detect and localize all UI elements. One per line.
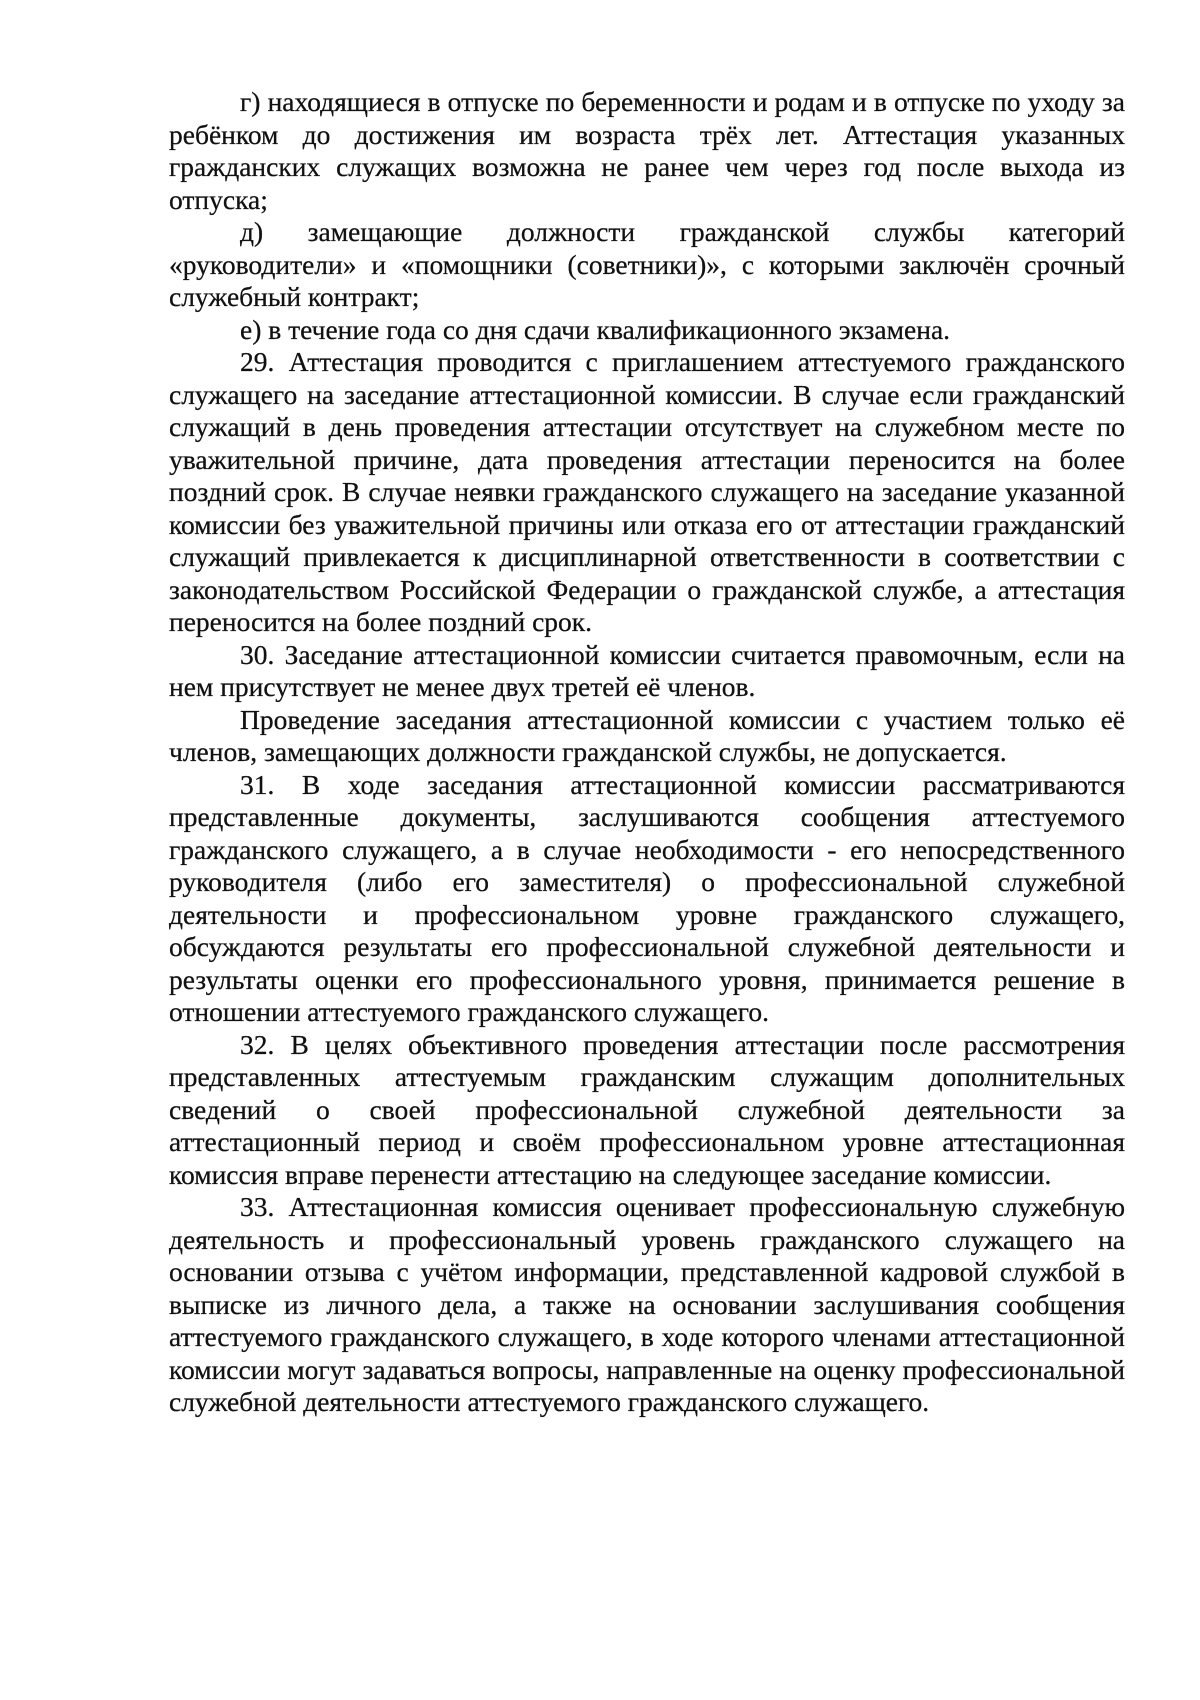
document-page: [169, 86, 1125, 1419]
paragraph-31: 31. В ходе заседания аттестационной комиссии рассматриваются представленные документы, заслушиваются сообщения аттестуемого гражданского служащего, а в случае необходимости - его непосредственного руководителя (либо его заместителя) о профессиональной служебной деятельности и профессиональном уровне гражданского служащего, обсуждаются результаты его профессиональной служебной деятельности и результаты оценки его профессионального уровня, принимается решение в отношении аттестуемого гражданского служащего.: [169, 768, 1125, 1027]
paragraph-30-continued: Проведение заседания аттестационной комиссии с участием только её членов, замещающих должности гражданской службы, не допускается.: [169, 703, 1125, 767]
paragraph-item-d: д) замещающие должности гражданской службы категорий «руководители» и «помощники (советники)», с которыми заключён срочный служебный контракт;: [169, 216, 1125, 312]
paragraph-33: 33. Аттестационная комиссия оценивает профессиональную служебную деятельность и профессиональный уровень гражданского служащего на основании отзыва с учётом информации, представленной кадровой службой в выписке из личного дела, а также на основании заслушивания сообщения аттестуемого гражданского служащего, в ходе которого членами аттестационной комиссии могут задаваться вопросы, направленные на оценку профессиональной служебной деятельности аттестуемого гражданского служащего.: [169, 1191, 1125, 1417]
paragraph-32: 32. В целях объективного проведения аттестации после рассмотрения представленных аттестуемым гражданским служащим дополнительных сведений о своей профессиональной служебной деятельности за аттестационный период и своём профессиональном уровне аттестационная комиссия вправе перенести аттестацию на следующее заседание комиссии.: [169, 1028, 1125, 1190]
paragraph-item-g: г) находящиеся в отпуске по беременности и родам и в отпуске по уходу за ребёнком до достижения им возраста трёх лет. Аттестация указанных гражданских служащих возможна не ранее чем через год после выхода из отпуска;: [169, 86, 1125, 215]
paragraph-30: 30. Заседание аттестационной комиссии считается правомочным, если на нем присутствует не менее двух третей её членов.: [169, 638, 1125, 702]
paragraph-29: 29. Аттестация проводится с приглашением аттестуемого гражданского служащего на заседание аттестационной комиссии. В случае если гражданский служащий в день проведения аттестации отсутствует на служебном месте по уважительной причине, дата проведения аттестации переносится на более поздний срок. В случае неявки гражданского служащего на заседание указанной комиссии без уважительной причины или отказа его от аттестации гражданский служащий привлекается к дисциплинарной ответственности в соответствии с законодательством Российской Федерации о гражданской службе, а аттестация переносится на более поздний срок.: [169, 346, 1125, 637]
paragraph-item-e: е) в течение года со дня сдачи квалификационного экзамена.: [240, 313, 951, 345]
